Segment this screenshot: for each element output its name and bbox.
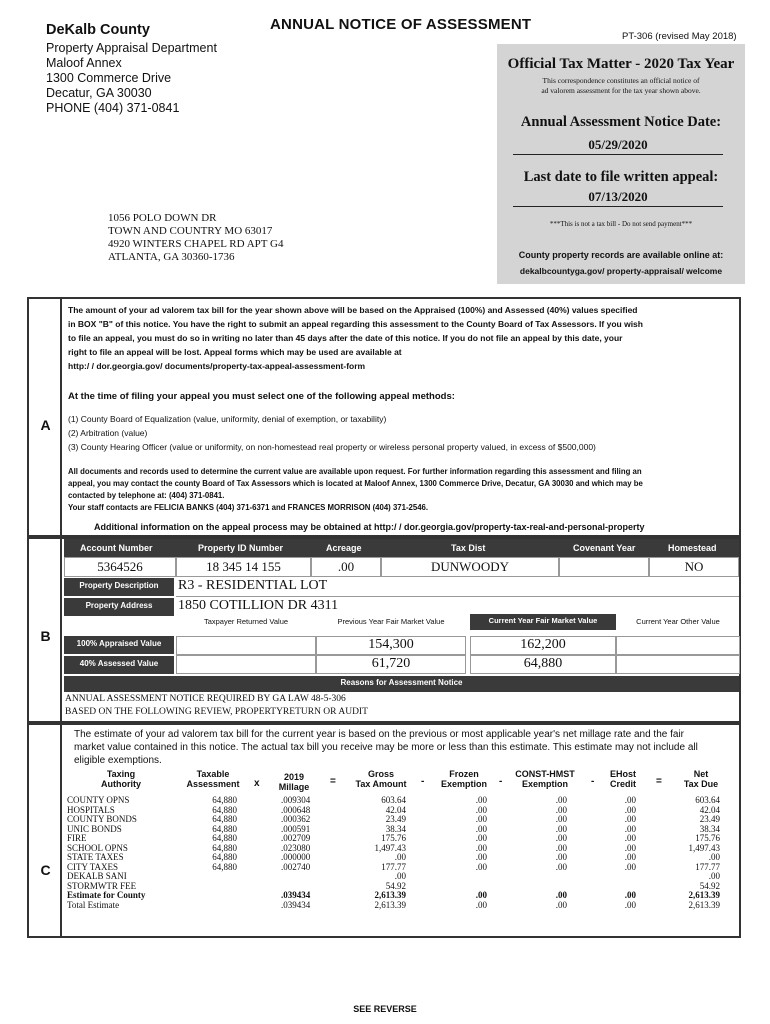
documents-line-3: contacted by telephone at: (404) 371-0841. (68, 491, 225, 500)
owner-address-line-2: TOWN AND COUNTRY MO 63017 (108, 225, 273, 237)
address-line-3: 1300 Commerce Drive (46, 71, 172, 85)
table-row: Estimate for County (67, 890, 146, 900)
table-row: UNIC BONDS (67, 823, 122, 834)
property-description-label: Property Description (64, 578, 174, 596)
ehost-credit-column: .00 .00 .00 .00 .00 .00 .00 .00 .00 .00 (624, 795, 636, 910)
appraised-value-label: 100% Appraised Value (64, 636, 174, 654)
appraised-previous-value: 154,300 (368, 637, 414, 652)
table-row: SCHOOL OPNS (67, 842, 128, 853)
equals-operator-1: = (330, 776, 336, 787)
estimate-line-1: The estimate of your ad valorem tax bill for the current year is based on the previous or most applicable year's net millage rate and the fair (74, 729, 684, 740)
online-records-label: County property records are available online at: (518, 250, 724, 260)
account-number-value: 5364526 (97, 559, 143, 574)
staff-contacts: Your staff contacts are FELICIA BANKS (404) 371-6371 and FRANCES MORRISON (404) 371-2546. (68, 503, 429, 512)
description-divider (176, 596, 739, 597)
methods-heading: At the time of filing your appeal you must select one of the following appeal methods: (68, 391, 455, 402)
table-row: STORMWTR FEE (67, 880, 137, 891)
owner-address-line-3: 4920 WINTERS CHAPEL RD APT G4 (108, 238, 284, 250)
section-c-sidebar (29, 725, 62, 936)
taxpayer-returned-header: Taxpayer Returned Value (203, 617, 289, 626)
gross-tax-header: Gross Tax Amount (355, 769, 407, 789)
official-subtitle-1: This correspondence constitutes an official notice of (542, 76, 700, 85)
section-c-label: C (40, 862, 51, 878)
homestead-header: Homestead (668, 543, 717, 553)
account-number-header: Account Number (80, 543, 153, 553)
acreage-header: Acreage (326, 543, 362, 553)
net-tax-header: Net Tax Due (683, 769, 719, 789)
ehost-credit-header: EHost Credit (609, 769, 636, 789)
previous-year-fmv-header: Previous Year Fair Market Value (337, 617, 445, 626)
covenant-year-cell (559, 557, 649, 577)
notice-title: ANNUAL NOTICE OF ASSESSMENT (270, 16, 532, 33)
county-name: DeKalb County (46, 22, 150, 38)
gross-tax-column: 603.64 42.04 23.49 38.34 175.76 1,497.43 .00 177.77 .00 54.92 2,613.39 2,613.39 (374, 795, 406, 910)
owner-address-line-4: ATLANTA, GA 30360-1736 (108, 251, 235, 263)
appraised-taxpayer-cell (176, 636, 316, 655)
net-tax-column: 603.64 42.04 23.49 38.34 175.76 1,497.43 .00 177.77 .00 54.92 2,613.39 2,613.39 (688, 795, 720, 910)
current-year-other-header: Current Year Other Value (636, 617, 720, 626)
tax-dist-header: Tax Dist (451, 543, 486, 553)
millage-column: .009304 .000648 .000362 .000591 .002709 .023080 .000000 .002740 .039434 .039434 (281, 795, 311, 910)
owner-address-line-1: 1056 POLO DOWN DR (108, 212, 217, 224)
minus-operator-1: - (421, 776, 425, 787)
table-row: HOSPITALS (67, 804, 115, 815)
property-address-value: 1850 COTILLION DR 4311 (178, 598, 339, 613)
frozen-exemption-column: .00 .00 .00 .00 .00 .00 .00 .00 .00 .00 (475, 795, 487, 910)
form-number: PT-306 (revised May 2018) (622, 31, 737, 42)
appraised-other-cell (616, 636, 740, 655)
appeal-form-url[interactable]: http:/ / dor.georgia.gov/ documents/property-tax-appeal-assessment-form (68, 361, 366, 371)
acreage-value: .00 (337, 559, 355, 574)
table-row: CITY TAXES (67, 861, 119, 872)
online-records-url[interactable]: dekalbcountyga.gov/ property-appraisal/ welcome (519, 266, 723, 276)
additional-info-line[interactable]: Additional information on the appeal process may be obtained at http:/ / dor.georgia.gov/property-tax-real-and-personal-property (94, 522, 645, 532)
covenant-year-header: Covenant Year (573, 543, 636, 553)
const-hmst-header: CONST-HMST Exemption (515, 769, 575, 789)
assessed-other-cell (616, 655, 740, 674)
table-row: COUNTY BONDS (67, 814, 137, 824)
method-3: (3) County Hearing Officer (value or uniformity, on non-homestead real property or wireless personal property valued, in excess of $500,000) (68, 442, 596, 452)
appeal-paragraph-line-1: The amount of your ad valorem tax bill for the year shown above will be based on the Appraised (100%) and Assessed (40%) values specified (68, 305, 638, 315)
multiply-operator: x (254, 778, 260, 789)
documents-line-2: appeal, you may contact the county Board of Tax Assessors which is located at Maloof Annex, 1300 Commerce Drive, Decatur, GA 30030 and which may be (68, 479, 643, 488)
appeal-paragraph-line-3: to file an appeal, you must do so in writing no later than 45 days after the date of this notice. If you do not file an appeal by this date, your (68, 333, 623, 343)
official-tax-matter-box (497, 44, 745, 284)
official-subtitle-2: ad valorem assessment for the tax year shown above. (541, 86, 701, 95)
table-row: STATE TAXES (67, 852, 124, 862)
notice-date: 05/29/2020 (513, 137, 723, 155)
millage-header: 2019 Millage (278, 772, 310, 792)
address-line-4: Decatur, GA 30030 (46, 86, 152, 100)
address-line-1: Property Appraisal Department (46, 41, 217, 55)
reason-line-1: ANNUAL ASSESSMENT NOTICE REQUIRED BY GA LAW 48-5-306 (65, 694, 346, 704)
property-id-value: 18 345 14 155 (206, 559, 281, 574)
assessed-previous-value: 61,720 (371, 656, 411, 671)
estimate-line-3: eligible exemptions. (74, 755, 162, 766)
section-b-label: B (40, 628, 51, 644)
property-description-value: R3 - RESIDENTIAL LOT (178, 578, 328, 593)
section-a-label: A (40, 417, 51, 433)
address-line-2: Maloof Annex (46, 56, 122, 70)
assessed-value-label: 40% Assessed Value (64, 656, 174, 674)
equals-operator-2: = (656, 776, 662, 787)
appeal-date-label: Last date to file written appeal: (523, 169, 719, 185)
reason-line-2: BASED ON THE FOLLOWING REVIEW, PROPERTYRETURN OR AUDIT (65, 707, 368, 717)
appraised-current-value: 162,200 (520, 637, 566, 652)
appeal-paragraph-line-2: in BOX "B" of this notice. You have the right to submit an appeal regarding this assessment to the County Board of Tax Assessors. If you wish (68, 319, 643, 329)
property-header-bar (64, 539, 739, 557)
appeal-date: 07/13/2020 (513, 189, 723, 207)
official-title: Official Tax Matter - 2020 Tax Year (507, 56, 735, 72)
tax-dist-value: DUNWOODY (431, 559, 509, 574)
appeal-paragraph-line-4: right to file an appeal will be lost. Appeal forms which may be used are available at (68, 347, 402, 357)
estimate-line-2: market value contained in this notice. The actual tax bill you receive may be more or less than this estimate. This estimate may not include all (74, 742, 698, 753)
const-hmst-column: .00 .00 .00 .00 .00 .00 .00 .00 .00 .00 (555, 795, 567, 910)
assessed-current-value: 64,880 (523, 656, 563, 671)
documents-line-1: All documents and records used to determine the current value are available upon request. For further information regarding this assessment and filing an (68, 467, 642, 476)
minus-operator-3: - (591, 776, 595, 787)
table-row: COUNTY OPNS (67, 795, 130, 805)
table-row: Total Estimate (67, 899, 120, 910)
taxing-authority-header: Taxing Authority (101, 769, 141, 789)
minus-operator-2: - (499, 776, 503, 787)
assessed-taxpayer-cell (176, 655, 316, 674)
reasons-header: Reasons for Assessment Notice (64, 676, 739, 692)
notice-date-label: Annual Assessment Notice Date: (520, 114, 722, 130)
taxable-assessment-column: 64,880 64,880 64,880 64,880 64,880 64,880 64,880 64,880 (212, 795, 237, 872)
see-reverse: SEE REVERSE (353, 1004, 417, 1014)
phone-line: PHONE (404) 371-0841 (46, 101, 180, 115)
property-address-label: Property Address (64, 598, 174, 616)
table-row: DEKALB SANI (67, 871, 127, 881)
frozen-exemption-header: Frozen Exemption (440, 769, 487, 789)
table-row: FIRE (67, 833, 87, 843)
method-2: (2) Arbitration (value) (68, 428, 148, 438)
taxable-assessment-header: Taxable Assessment (186, 769, 240, 789)
homestead-value: NO (684, 559, 704, 574)
property-id-header: Property ID Number (198, 543, 284, 553)
not-a-bill-notice: ***This is not a tax bill - Do not send payment*** (549, 220, 693, 228)
authority-column (67, 796, 177, 910)
method-1: (1) County Board of Equalization (value, uniformity, denial of exemption, or taxability) (68, 414, 387, 424)
current-year-fmv-header: Current Year Fair Market Value (470, 614, 616, 630)
